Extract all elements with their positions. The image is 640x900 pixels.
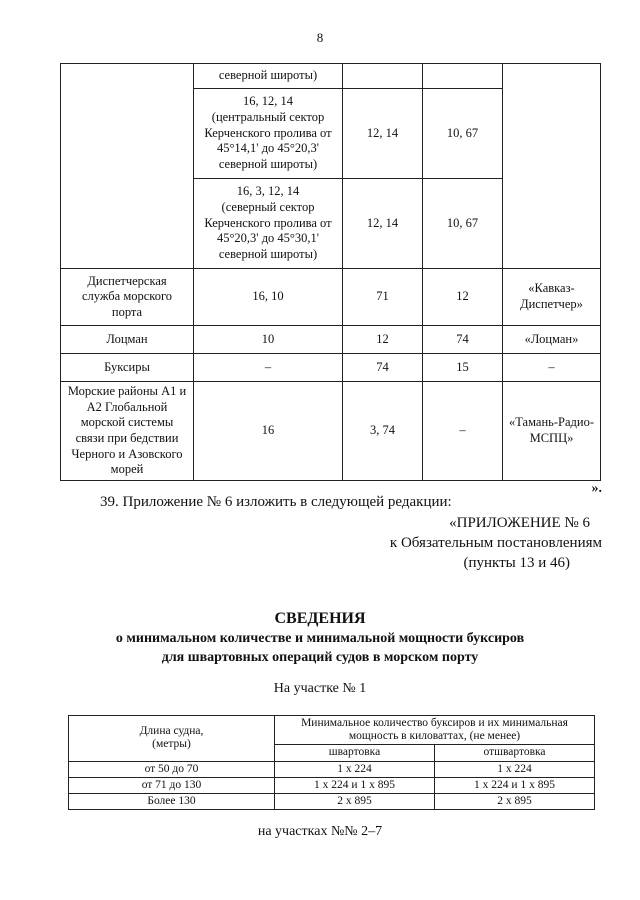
radio-channels-table [60, 63, 601, 481]
cell-line: морей [110, 462, 144, 477]
cell-line: МСПЦ» [529, 430, 574, 445]
table-cell [61, 64, 194, 269]
sector-cell [194, 89, 343, 179]
table-row [69, 761, 595, 777]
table-cell: 10, 67 [423, 179, 503, 269]
table-cell: 71 [343, 269, 423, 326]
table-cell: 2 х 895 [435, 794, 595, 810]
cell-line: северной широты) [218, 246, 318, 261]
table-cell: 12, 14 [343, 89, 423, 179]
table-row [69, 777, 595, 793]
cell-line: (метры) [152, 738, 191, 751]
table-cell [343, 64, 423, 89]
service-name-cell: Буксиры [61, 354, 194, 382]
table-cell: 16, 10 [194, 269, 343, 326]
cell-line: 16, 12, 14 [243, 94, 293, 109]
table-cell: северной широты) [194, 64, 343, 89]
table-cell: 10 [194, 326, 343, 354]
call-sign-cell: «Лоцман» [503, 326, 601, 354]
closing-quote: ». [591, 481, 602, 496]
cell-line: (северный сектор [221, 200, 315, 215]
table-cell: 15 [423, 354, 503, 382]
table-cell: 1 х 224 [275, 761, 435, 777]
header-cell [275, 716, 595, 745]
appendix-line-2: к Обязательным постановлениям [389, 535, 602, 551]
cell-line: мощность в киловаттах, (не менее) [348, 730, 521, 743]
table-cell: от 50 до 70 [69, 761, 275, 777]
table-cell: 16 [194, 382, 343, 481]
table-cell: – [194, 354, 343, 382]
service-name-cell: Лоцман [61, 326, 194, 354]
service-name-cell [61, 382, 194, 481]
table-cell [503, 64, 601, 269]
table-cell: Более 130 [69, 794, 275, 810]
table-cell: 12 [343, 326, 423, 354]
table-cell: 10, 67 [423, 89, 503, 179]
sector-cell [194, 179, 343, 269]
document-subtitle-line-1: о минимальном количестве и минимальной мощности буксиров [115, 631, 525, 646]
table-row [61, 64, 601, 89]
table-row [61, 354, 601, 382]
table-cell: 74 [423, 326, 503, 354]
table-cell: 12 [423, 269, 503, 326]
cell-line: А2 Глобальной [86, 399, 168, 414]
cell-line: Длина судна, [139, 725, 204, 738]
cell-line: 45°20,3' до 45°30,1' [216, 231, 320, 246]
table-row [69, 794, 595, 810]
document-title: СВЕДЕНИЯ [274, 610, 366, 627]
cell-line: Черного и Азовского [71, 446, 183, 461]
table-cell: 12, 14 [343, 179, 423, 269]
table-cell: от 71 до 130 [69, 777, 275, 793]
table-cell [423, 64, 503, 89]
table-cell: 3, 74 [343, 382, 423, 481]
cell-line: связи при бедствии [75, 430, 179, 445]
appendix-line-1: «ПРИЛОЖЕНИЕ № 6 [449, 515, 590, 531]
table-row [61, 382, 601, 481]
document-subtitle-line-2: для швартовных операций судов в морском порту [161, 650, 479, 665]
cell-line: Диспетчерская [87, 273, 167, 288]
section-heading-1: На участке № 1 [273, 681, 367, 696]
tugs-table [68, 715, 595, 810]
appendix-reference [390, 513, 602, 573]
call-sign-cell [503, 269, 601, 326]
call-sign-cell [503, 382, 601, 481]
table-cell: 2 х 895 [275, 794, 435, 810]
header-cell [69, 716, 275, 762]
cell-line: Диспетчер» [520, 297, 583, 311]
cell-line: 45°14,1' до 45°20,3' [216, 141, 320, 156]
call-sign-cell: – [503, 354, 601, 382]
table-row [61, 269, 601, 326]
cell-line: Керченского пролива от [204, 215, 332, 230]
page-number: 8 [316, 30, 324, 45]
header-cell: отшвартовка [435, 745, 595, 761]
cell-line: порта [111, 304, 143, 319]
cell-line: Керченского пролива от [204, 125, 332, 140]
service-name-cell [61, 269, 194, 326]
cell-line: (центральный сектор [211, 110, 325, 125]
section-heading-2: на участках №№ 2–7 [257, 824, 383, 839]
table-cell: 74 [343, 354, 423, 382]
appendix-line-3: (пункты 13 и 46) [463, 555, 570, 571]
header-cell: швартовка [275, 745, 435, 761]
table-row [61, 326, 601, 354]
cell-line: морской системы [80, 415, 174, 430]
cell-line: «Тамань-Радио- [508, 415, 594, 430]
cell-line: «Кавказ- [528, 281, 575, 296]
table-cell: 1 х 224 [435, 761, 595, 777]
amendment-item-39: 39. Приложение № 6 изложить в следующей редакции: [100, 494, 452, 510]
cell-line: служба морского [81, 289, 173, 304]
cell-line: Минимальное количество буксиров и их минимальная [301, 717, 568, 729]
cell-line: северной широты) [218, 156, 318, 171]
table-cell: – [423, 382, 503, 481]
cell-line: 16, 3, 12, 14 [236, 184, 300, 199]
table-cell: 1 х 224 и 1 х 895 [435, 777, 595, 793]
table-row [69, 716, 595, 745]
cell-line: Морские районы А1 и [67, 384, 187, 398]
table-cell: 1 х 224 и 1 х 895 [275, 777, 435, 793]
